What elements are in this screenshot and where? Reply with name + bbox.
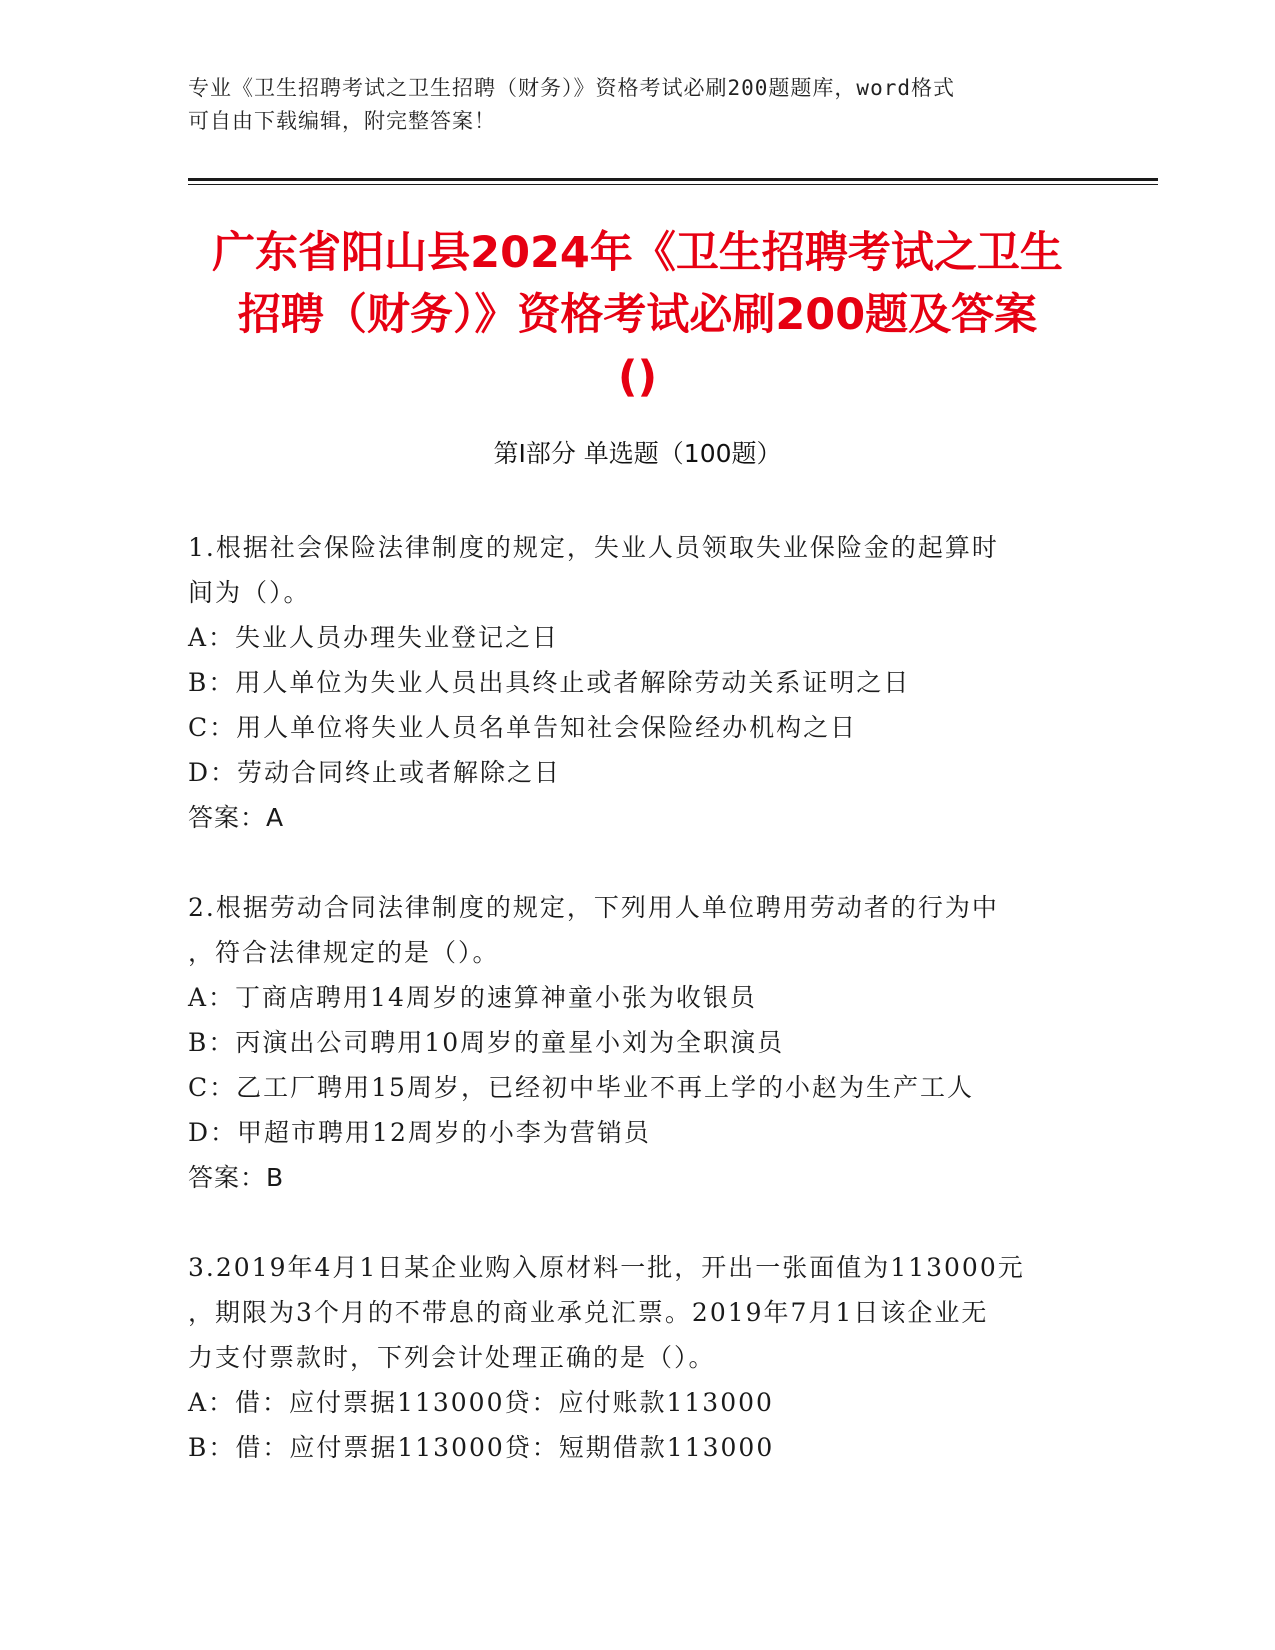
header-divider-thin [188, 184, 1158, 185]
answer: 答案：A [188, 803, 285, 832]
question-2 [188, 885, 1088, 1200]
question-text: 间为（）。 [188, 578, 311, 607]
option-d: D：甲超市聘用12周岁的小李为营销员 [188, 1118, 651, 1147]
option-a: A：借：应付票据113000贷：应付账款113000 [188, 1388, 774, 1417]
title-line: 招聘（财务）》资格考试必刷200题及答案 [237, 290, 1038, 340]
header-note-line: 可自由下载编辑，附完整答案！ [188, 109, 496, 133]
title-line: 广东省阳山县2024年《卫生招聘考试之卫生 [212, 228, 1063, 278]
header-divider-thick [188, 178, 1158, 181]
option-b: B：丙演出公司聘用10周岁的童星小刘为全职演员 [188, 1028, 785, 1057]
question-text: 3.2019年4月1日某企业购入原材料一批，开出一张面值为113000元 [188, 1253, 1025, 1282]
option-c: C：乙工厂聘用15周岁，已经初中毕业不再上学的小赵为生产工人 [188, 1073, 974, 1102]
question-text: ，期限为3个月的不带息的商业承兑汇票。2019年7月1日该企业无 [188, 1298, 989, 1327]
question-text: 1.根据社会保险法律制度的规定，失业人员领取失业保险金的起算时 [188, 533, 999, 562]
title-line: () [617, 352, 658, 402]
answer: 答案：B [188, 1163, 285, 1192]
section-heading: 第I部分 单选题（100题） [493, 439, 782, 468]
option-b: B：用人单位为失业人员出具终止或者解除劳动关系证明之日 [188, 668, 911, 697]
question-1 [188, 525, 1088, 840]
option-c: C：用人单位将失业人员名单告知社会保险经办机构之日 [188, 713, 858, 742]
header-note [188, 72, 1068, 138]
option-a: A：失业人员办理失业登记之日 [188, 623, 560, 652]
question-text: 力支付票款时，下列会计处理正确的是（）。 [188, 1343, 716, 1372]
question-text: ，符合法律规定的是（）。 [188, 938, 500, 967]
question-list [188, 525, 1088, 1515]
option-a: A：丁商店聘用14周岁的速算神童小张为收银员 [188, 983, 757, 1012]
header-note-line: 专业《卫生招聘考试之卫生招聘（财务）》资格考试必刷200题题库，word格式 [188, 76, 955, 100]
question-3 [188, 1245, 1088, 1470]
document-title [160, 222, 1115, 408]
option-d: D：劳动合同终止或者解除之日 [188, 758, 562, 787]
question-text: 2.根据劳动合同法律制度的规定，下列用人单位聘用劳动者的行为中 [188, 893, 999, 922]
option-b: B：借：应付票据113000贷：短期借款113000 [188, 1433, 775, 1462]
